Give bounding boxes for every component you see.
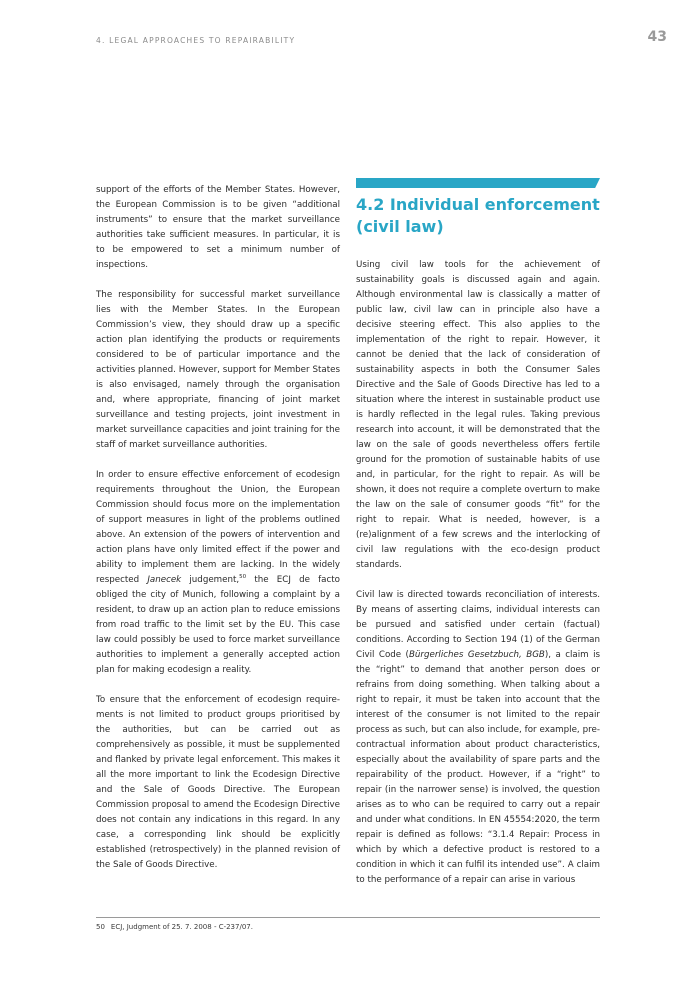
- paragraph: To ensure that the enforcement of ecodesign require-ments is not limited to product groups prioritised by the authorities, but can be carried out as comprehensively as possible, it must be supplemented and flanked by private legal enforcement. This makes it all the more important to link the Ecodesign Directive and the Sale of Goods Directive. The European Commission proposal to amend the Ecodesign Directive does not contain any indications in this regard. In any case, a corresponding link should be explicitly established (retrospectively) in the planned revision of the Sale of Goods Directive.: [96, 695, 340, 870]
- paragraph: support of the efforts of the Member States. However, the European Commission is to be given “additional instruments” to ensure that the market surveillance authorities take sufficient measures. In particular, it is to be empowered to set a minimum number of inspections.: [96, 185, 340, 270]
- footnote-text: ECJ, Judgment of 25. 7. 2008 - C-237/07.: [110, 923, 253, 931]
- section-heading: 4.2 Individual enforcement (civil law): [356, 195, 600, 236]
- paragraph-text: ), a claim is the “right” to demand that another person does or refrains from doing something. When talking about a right to repair, it must be taken into account that the interest of the consumer is not limited to the repair process as such, but can also include, for example, pre-contractual information about product characteristics, especially about the availability of spare parts and the repairability of the product. However, if a “right” to repair (in the narrower sense) is involved, the question arises as to who can be required to carry out a repair and under what conditions. In EN 45554:2020, the term repair is defined as follows: “3.1.4 Repair: Process in which by which a defective product is restored to a condition in which it can fulfil its intended use”. A claim to the performance of a repair can arise in various: [356, 650, 601, 885]
- paragraph-text: judgement,: [181, 575, 240, 585]
- footnote-ref[interactable]: 50: [239, 574, 247, 581]
- right-column: [356, 178, 600, 903]
- footnote: [96, 923, 253, 931]
- footnote-divider: [96, 917, 600, 918]
- running-header: 4. LEGAL APPROACHES TO REPAIRABILITY: [96, 36, 296, 45]
- page-number: 43: [647, 29, 667, 45]
- paragraph: The responsibility for successful market surveillance lies with the Member States. In the European Commission’s view, they should draw up a specific action plan identifying the products or requirements considered to be of particular importance and the activities planned. However, support for Member States is also envisaged, namely through the organisation and, where appropriate, financing of joint market surveillance and testing projects, joint investment in market surveillance capacities and joint training for the staff of market surveillance authorities.: [96, 290, 340, 450]
- code-name: Bürgerliches Gesetzbuch, BGB: [408, 650, 545, 660]
- paragraph: [356, 588, 600, 888]
- paragraph: [96, 468, 340, 678]
- case-name: Janecek: [147, 575, 182, 585]
- paragraph-text: Civil law is directed towards reconciliation of interests. By means of asserting claims, individual interests can be pursued and satisfied under certain (factual) conditions. According to Section 194 (1) of the German Civil Code (: [356, 590, 600, 660]
- footnote-number: 50: [96, 923, 105, 931]
- paragraph-text: the ECJ de facto obliged the city of Munich, following a complaint by a resident, to draw up an action plan to reduce emissions from road traffic to the limit set by the EU. This case law could possibly be used to force market surveillance authorities to implement a generally accepted action plan for making ecodesign a reality.: [96, 575, 340, 675]
- paragraph: Using civil law tools for the achievement of sustainability goals is discussed again and again. Although environmental law is classically a matter of public law, civil law can in principle also have a decisive steering effect. This also applies to the implementation of the right to repair. However, it cannot be denied that the lack of consideration of sustainability aspects in both the Consumer Sales Directive and the Sale of Goods Directive has led to a situation where the interest in sustainable product use is hardly reflected in the legal rules. Taking previous research into account, it will be demonstrated that the law on the sale of goods nevertheless offers fertile ground for the promotion of sustainable habits of use and, in particular, for the right to repair. As will be shown, it does not require a complete overturn to make the law on the sale of consumer goods “fit” for the right to repair. What is needed, however, is a (re)alignment of a few screws and the interlocking of civil law regulations with the eco-design product standards.: [356, 260, 600, 570]
- paragraph-text: In order to ensure effective enforcement of ecodesign requirements throughout the Union, the European Commission should focus more on the implementation of support measures in light of the problems outlined above. An extension of the powers of intervention and action plans have only limited effect if the power and ability to implement them are lacking. In the widely respected: [96, 470, 340, 585]
- left-column: [96, 183, 340, 888]
- section-heading-bar: [356, 178, 600, 188]
